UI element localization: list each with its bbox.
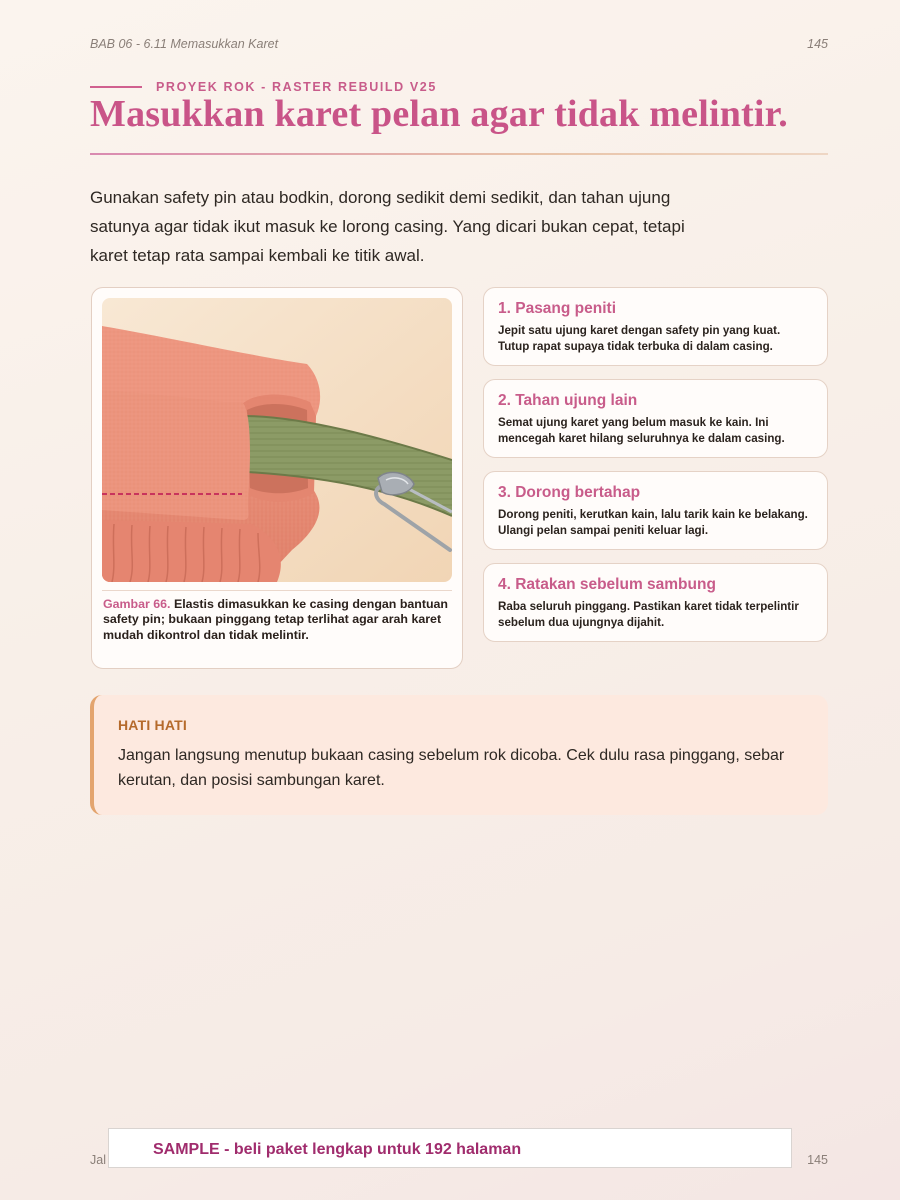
sample-banner-text: SAMPLE - beli paket lengkap untuk 192 halaman [153,1141,522,1158]
caption-divider [102,590,452,591]
figure-caption [103,597,455,643]
step-card-3 [483,471,828,550]
step-text: Jepit satu ujung karet dengan safety pin yang kuat. Tutup rapat supaya tidak terbuka di dalam casing. [498,324,781,353]
footer-left-text: Jal [90,1153,106,1167]
kicker-label: PROYEK ROK - RASTER REBUILD V25 [156,80,437,94]
callout-text: Jangan langsung menutup bukaan casing sebelum rok dicoba. Cek dulu rasa pinggang, sebar kerutan, dan posisi sambungan karet. [118,747,785,789]
callout-title: HATI HATI [118,717,187,733]
step-text: Semat ujung karet yang belum masuk ke kain. Ini mencegah karet hilang seluruhnya ke dalam casing. [498,416,785,445]
running-header-page-number: 145 [807,37,828,51]
footer-page-number: 145 [807,1153,828,1167]
warning-callout [90,695,828,815]
page-title: Masukkan karet pelan agar tidak melintir. [90,93,788,135]
step-card-2 [483,379,828,458]
figure-illustration [102,298,452,582]
sample-banner [108,1128,792,1168]
kicker-rule [90,86,142,88]
step-title: 3. Dorong bertahap [498,484,641,501]
figure-caption-text: Elastis dimasukkan ke casing dengan bantuan safety pin; bukaan pinggang tetap terlihat agar arah karet mudah dikontrol dan tidak melintir. [103,597,449,642]
step-card-1 [483,287,828,366]
figure-card [91,287,463,669]
step-text: Dorong peniti, kerutkan kain, lalu tarik kain ke belakang. Ulangi pelan sampai peniti keluar lagi. [498,508,808,537]
step-title: 2. Tahan ujung lain [498,392,638,409]
figure-label: Gambar 66. [103,597,171,611]
step-card-4 [483,563,828,642]
step-title: 1. Pasang peniti [498,300,617,317]
step-title: 4. Ratakan sebelum sambung [498,576,716,593]
running-header-chapter: BAB 06 - 6.11 Memasukkan Karet [90,37,279,51]
step-text: Raba seluruh pinggang. Pastikan karet tidak terpelintir sebelum dua ujungnya dijahit. [498,600,799,629]
title-divider [90,153,828,155]
intro-paragraph: Gunakan safety pin atau bodkin, dorong sedikit demi sedikit, dan tahan ujung satunya agar tidak ikut masuk ke lorong casing. Yang dicari bukan cepat, tetapi karet tetap rata sampai kembali ke titik awal. [90,188,685,265]
